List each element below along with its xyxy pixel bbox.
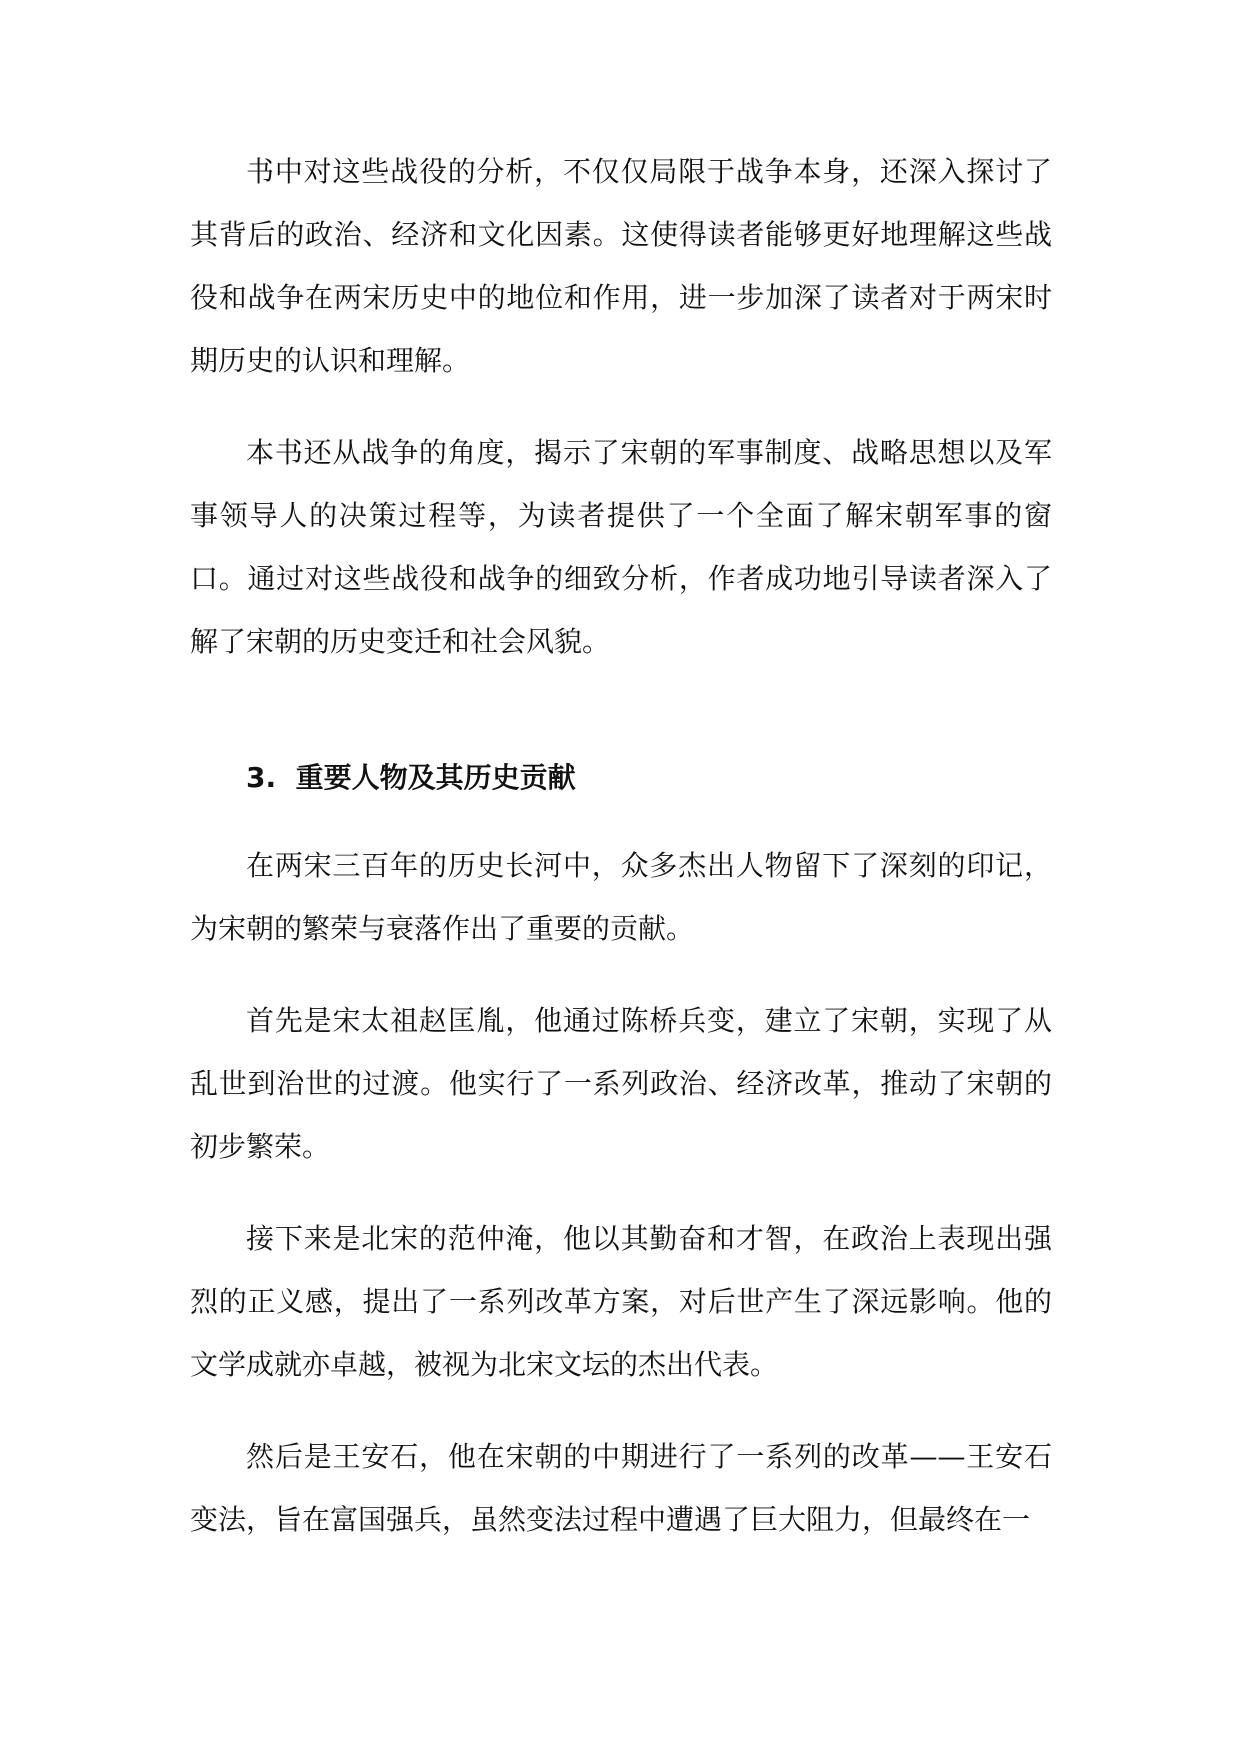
paragraph-intro-figures: 在两宋三百年的历史长河中，众多杰出人物留下了深刻的印记，为宋朝的繁荣与衰落作出了重要的贡献。 bbox=[190, 849, 1052, 945]
section-number: 3. bbox=[246, 761, 277, 794]
section-title bbox=[190, 746, 1052, 809]
section-title-text: 重要人物及其历史贡献 bbox=[295, 761, 576, 794]
paragraph-fan-zhongyan: 接下来是北宋的范仲淹，他以其勤奋和才智，在政治上表现出强烈的正义感，提出了一系列改革方案，对后世产生了深远影响。他的文学成就亦卓越，被视为北宋文坛的杰出代表。 bbox=[190, 1222, 1052, 1381]
section-spacer bbox=[190, 702, 1052, 746]
paragraph-military-perspective: 本书还从战争的角度，揭示了宋朝的军事制度、战略思想以及军事领导人的决策过程等，为读者提供了一个全面了解宋朝军事的窗口。通过对这些战役和战争的细致分析，作者成功地引导读者深入了解了宋朝的历史变迁和社会风貌。 bbox=[190, 436, 1052, 658]
paragraph-wang-anshi: 然后是王安石，他在宋朝的中期进行了一系列的改革——王安石变法，旨在富国强兵，虽然变法过程中遭遇了巨大阻力，但最终在一 bbox=[190, 1440, 1052, 1536]
document-page bbox=[190, 140, 1052, 1580]
section-heading bbox=[190, 746, 1052, 809]
paragraph-battle-analysis: 书中对这些战役的分析，不仅仅局限于战争本身，还深入探讨了其背后的政治、经济和文化因素。这使得读者能够更好地理解这些战役和战争在两宋历史中的地位和作用，进一步加深了读者对于两宋时期历史的认识和理解。 bbox=[190, 155, 1052, 377]
paragraph-zhao-kuangyin: 首先是宋太祖赵匡胤，他通过陈桥兵变，建立了宋朝，实现了从乱世到治世的过渡。他实行了一系列政治、经济改革，推动了宋朝的初步繁荣。 bbox=[190, 1004, 1052, 1163]
